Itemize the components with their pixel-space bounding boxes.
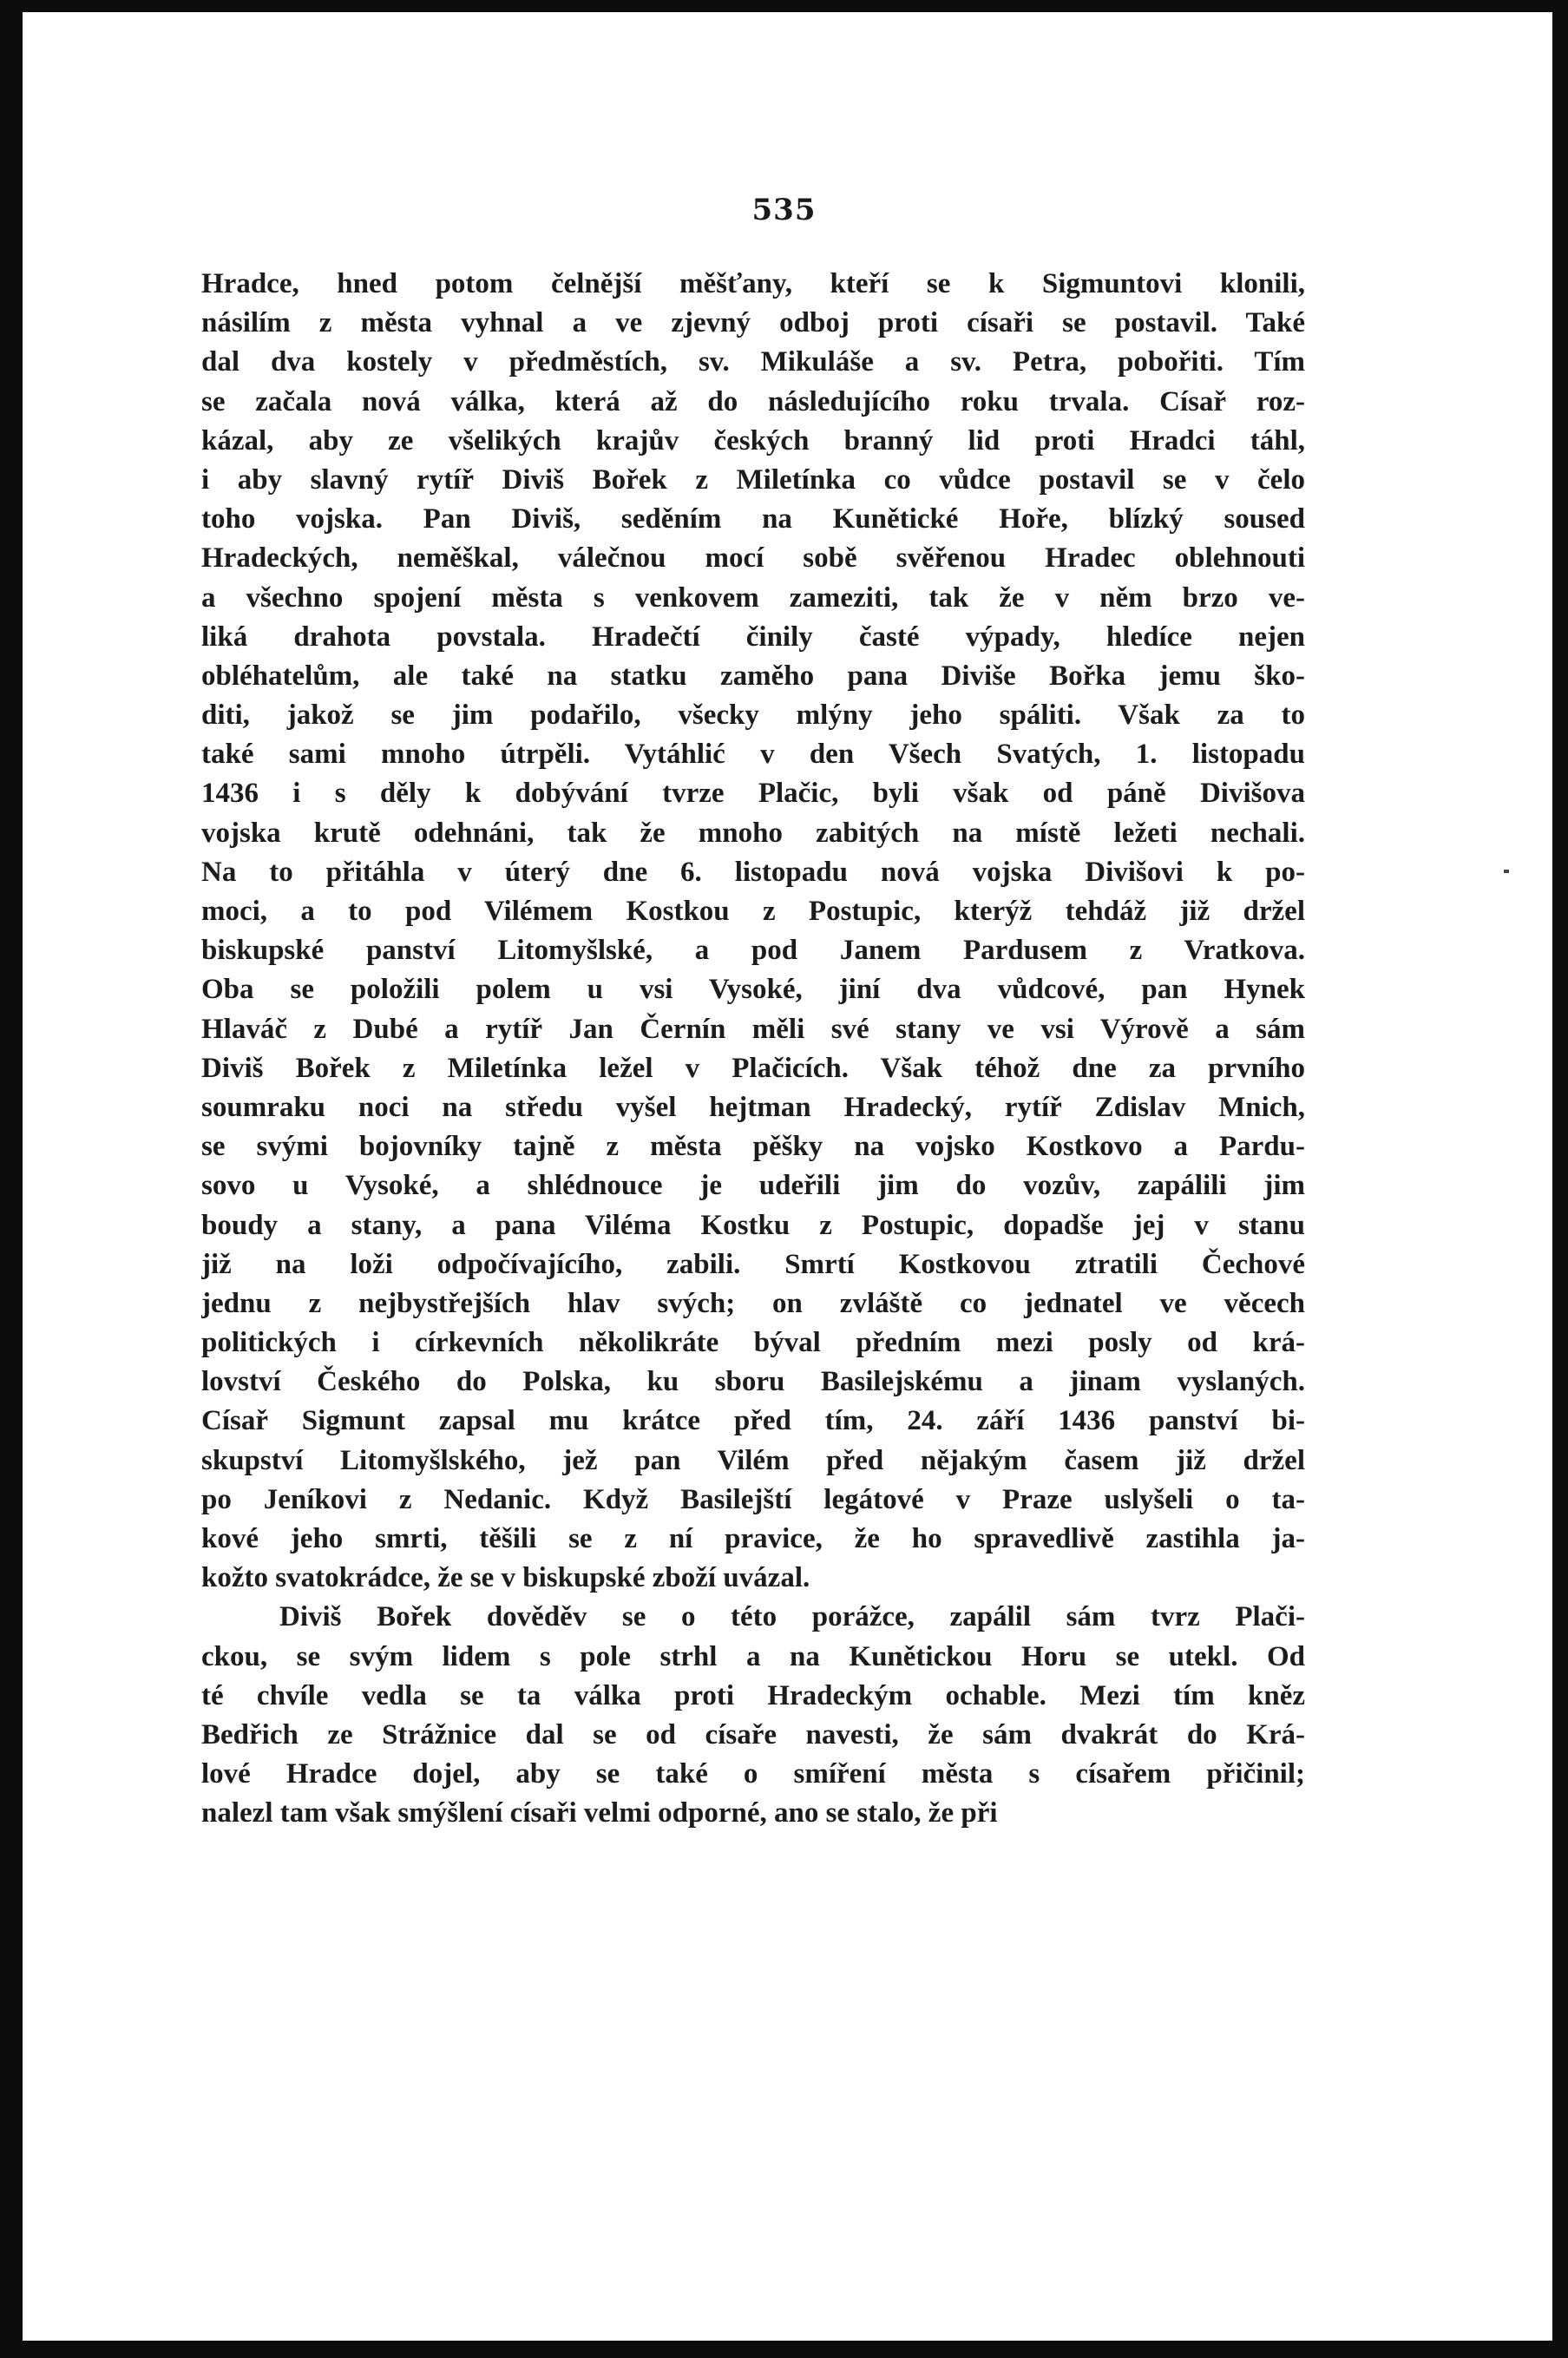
text-line: skupství Litomyšlského, jež pan Vilém před nějakým časem již držel [201, 1444, 1305, 1476]
text-line: se začala nová válka, která až do následujícího roku trvala. Císař roz- [201, 385, 1305, 417]
text-line: Oba se položili polem u vsi Vysoké, jiní dva vůdcové, pan Hynek [201, 974, 1305, 1006]
text-line: již na loži odpočívajícího, zabili. Smrtí Kostkovou ztratili Čechové [201, 1248, 1305, 1280]
text-line: biskupské panství Litomyšlské, a pod Janem Pardusem z Vratkova. [201, 935, 1305, 967]
text-line: kové jeho smrti, těšili se z ní pravice, že ho spravedlivě zastihla ja- [201, 1523, 1305, 1554]
text-line: Hradce, hned potom čelnější měšťany, kteří se k Sigmuntovi klonili, [201, 268, 1305, 299]
text-line: Hlaváč z Dubé a rytíř Jan Černín měli své stany ve vsi Výrově a sám [201, 1013, 1305, 1045]
text-line: politických i církevních několikráte býval předním mezi posly od krá- [201, 1327, 1305, 1359]
text-line: Bedřich ze Strážnice dal se od císaře navesti, že sám dvakrát do Krá- [201, 1718, 1305, 1750]
scan-border-right [1552, 0, 1568, 2358]
text-line: i aby slavný rytíř Diviš Bořek z Miletínka co vůdce postavil se v čelo [201, 463, 1305, 496]
text-line: kožto svatokrádce, že se v biskupské zboží uvázal. [201, 1562, 810, 1594]
text-line: kázal, aby ze všelikých krajův českých branný lid proti Hradci táhl, [201, 424, 1305, 456]
text-line: Hradeckých, neměškal, válečnou mocí sobě svěřenou Hradec oblehnouti [201, 542, 1305, 575]
text-line: dal dva kostely v předměstích, sv. Mikuláše a sv. Petra, pobořiti. Tím [201, 346, 1305, 378]
text-line: boudy a stany, a pana Viléma Kostku z Postupic, dopadše jej v stanu [201, 1209, 1305, 1241]
text-line: sovo u Vysoké, a shlédnouce je udeřili jim do vozův, zapálili jim [201, 1170, 1305, 1202]
paragraph [201, 265, 1305, 1598]
text-line: násilím z města vyhnal a ve zjevný odboj proti císaři se postavil. Také [201, 307, 1305, 339]
text-line: a všechno spojení města s venkovem zameziti, tak že v něm brzo ve- [201, 581, 1305, 614]
text-line: nalezl tam však smýšlení císaři velmi odporné, ano se stalo, že při [201, 1797, 998, 1829]
text-line: moci, a to pod Vilémem Kostkou z Postupic, kterýž tehdáž již držel [201, 896, 1305, 927]
text-line: také sami mnoho útrpěli. Vytáhlić v den Všech Svatých, 1. listopadu [201, 739, 1305, 771]
page-number: 535 [751, 193, 817, 227]
text-line: liká drahota povstala. Hradečtí činily časté výpady, hledíce nejen [201, 621, 1305, 653]
text-line: lové Hradce dojel, aby se také o smíření města s císařem přičinil; [201, 1758, 1305, 1790]
text-line: Na to přitáhla v úterý dne 6. listopadu nová vojska Divišovi k po- [201, 856, 1305, 888]
text-line: se svými bojovníky tajně z města pěšky na vojsko Kostkovo a Pardu- [201, 1131, 1305, 1163]
text-line: Císař Sigmunt zapsal mu krátce před tím, 24. září 1436 panství bi- [201, 1405, 1305, 1437]
text-line: lovství Českého do Polska, ku sboru Basilejskému a jinam vyslaných. [201, 1366, 1305, 1398]
text-line: po Jeníkovi z Nedanic. Když Basilejští legátové v Praze uslyšeli o ta- [201, 1483, 1305, 1515]
text-line: Diviš Bořek dověděv se o této porážce, zapálil sám tvrz Plači- [279, 1601, 1305, 1633]
text-line: diti, jakož se jim podařilo, všecky mlýny jeho spáliti. Však za to [201, 700, 1305, 732]
text-line: Diviš Bořek z Miletínka ležel v Plačicích. Však téhož dne za prvního [201, 1052, 1305, 1084]
text-line: 1436 i s děly k dobývání tvrze Plačic, byli však od páně Divišova [201, 778, 1305, 810]
text-line: ckou, se svým lidem s pole strhl a na Kunětickou Horu se utekl. Od [201, 1640, 1305, 1672]
paragraph [201, 1598, 1305, 1833]
scan-border-top [0, 0, 1568, 12]
scan-border-bottom [0, 2341, 1568, 2358]
text-line: obléhatelům, ale také na statku zaměho pana Diviše Bořka jemu ško- [201, 660, 1305, 692]
text-line: soumraku noci na středu vyšel hejtman Hradecký, rytíř Zdislav Mnich, [201, 1091, 1305, 1123]
body-text [201, 265, 1305, 1834]
scan-speck [1504, 870, 1509, 873]
text-line: jednu z nejbystřejších hlav svých; on zvláště co jednatel ve věcech [201, 1287, 1305, 1319]
scan-border-left [0, 0, 23, 2358]
text-line: toho vojska. Pan Diviš, seděním na Kunětické Hoře, blízký soused [201, 503, 1305, 535]
text-line: té chvíle vedla se ta válka proti Hradeckým ochable. Mezi tím kněz [201, 1679, 1305, 1711]
text-line: vojska krutě odehnáni, tak že mnoho zabitých na místě ležeti nechali. [201, 817, 1305, 849]
